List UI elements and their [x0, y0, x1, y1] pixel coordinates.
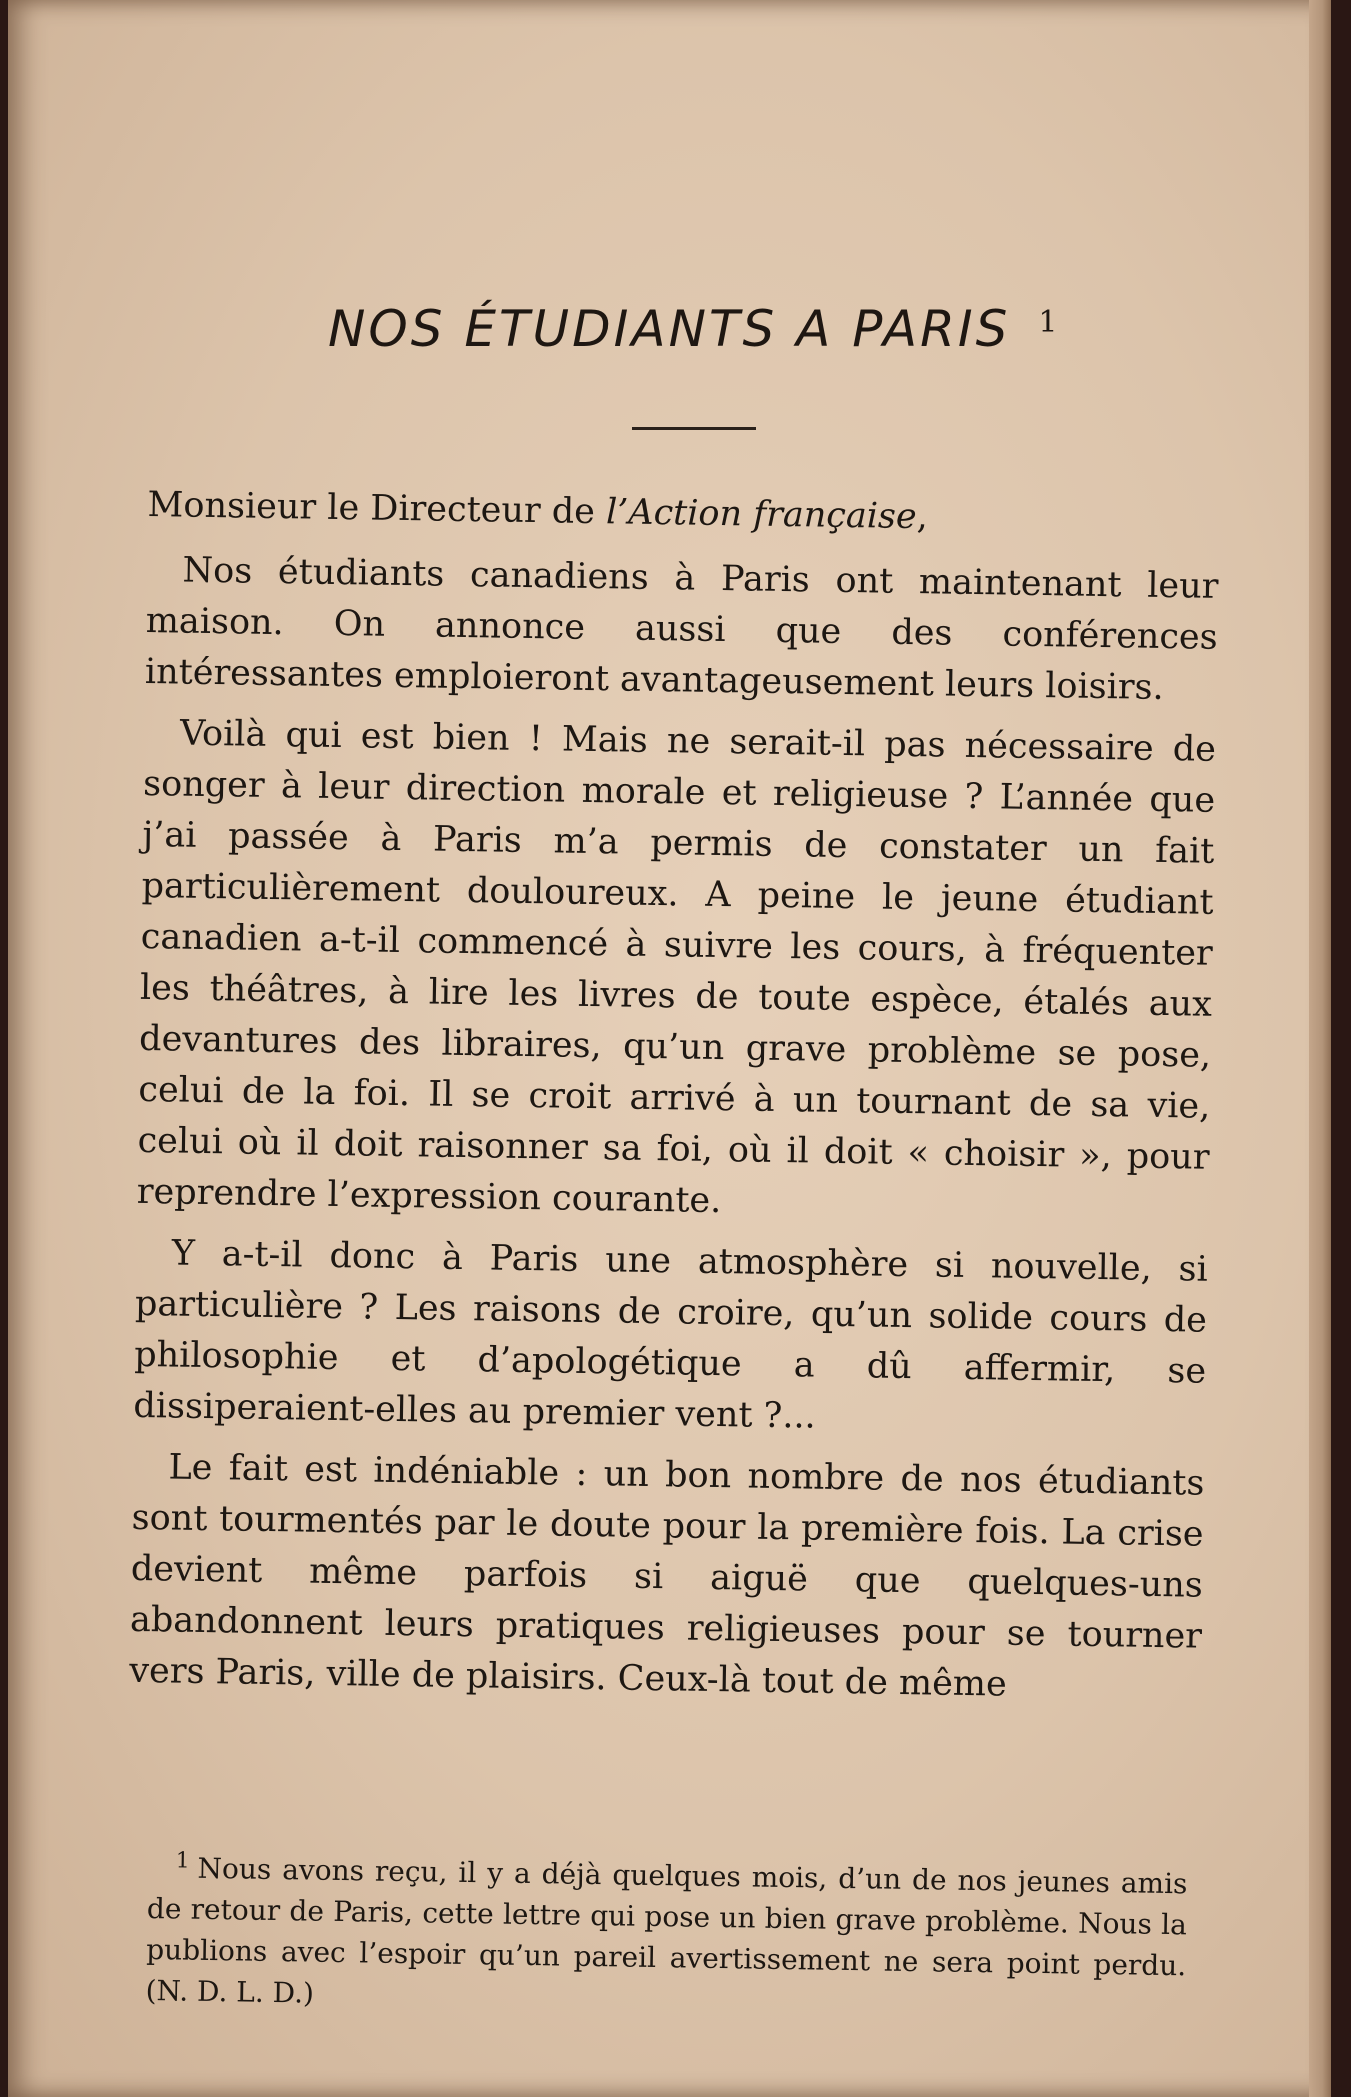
salutation	[147, 480, 1220, 548]
footnote	[145, 1840, 1188, 2027]
article-body	[129, 480, 1220, 1724]
paragraph-3: Y a-t-il donc à Paris une atmosphère si nouvelle, si particulière ? Les raisons de croire, qu’un solide cours de philosophie et d’apologétique a dû affermir, se dissiperaient-elles au premier vent ?...	[133, 1233, 1209, 1437]
page-edge	[1309, 0, 1331, 2097]
title-footnote-marker: 1	[1038, 305, 1061, 340]
book-page	[8, 0, 1331, 2097]
title-text: NOS ÉTUDIANTS A PARIS	[328, 300, 1011, 358]
article-title	[328, 300, 1060, 358]
paragraph-2: Voilà qui est bien ! Mais ne serait-il pas nécessaire de songer à leur direction morale et religieuse ? L’année que j’ai passée à Paris m’a permis de constater un fait particulièrement douloureux. A peine le jeune étudiant canadien a-t-il commencé à suivre les cours, à fréquenter les théâtres, à lire les livres de toute espèce, étalés aux devantures des libraires, qu’un grave problème se pose, celui de la foi. Il se croit arrivé à un tournant de sa vie, celui où il doit raisonner sa foi, où il doit « choisir », pour reprendre l’expression courante.	[136, 713, 1217, 1222]
salutation-comma: ,	[916, 497, 929, 538]
title-divider	[632, 427, 756, 430]
footnote-text: Nous avons reçu, il y a déjà quelques mois, d’un de nos jeunes amis de retour de Paris, cette lettre qui pose un bien grave problème. Nous la publions avec l’espoir qu’un pareil avertissement ne sera point perdu. (N. D. L. D.)	[145, 1851, 1188, 2010]
publication-name: l’Action française	[605, 492, 917, 538]
salutation-text: Monsieur le Directeur de	[147, 484, 607, 533]
paragraph-1: Nos étudiants canadiens à Paris ont maintenant leur maison. On annonce aussi que des conférences intéressantes emploieront avantageusement leurs loisirs.	[144, 550, 1219, 708]
paragraph-4: Le fait est indéniable : un bon nombre de nos étudiants sont tourmentés par le doute pour la première fois. La crise devient même parfois si aiguë que quelques-uns abandonnent leurs pratiques religieuses pour se tourner vers Paris, ville de plaisirs. Ceux-là tout de même	[128, 1447, 1205, 1705]
footnote-number: 1	[175, 1848, 190, 1874]
